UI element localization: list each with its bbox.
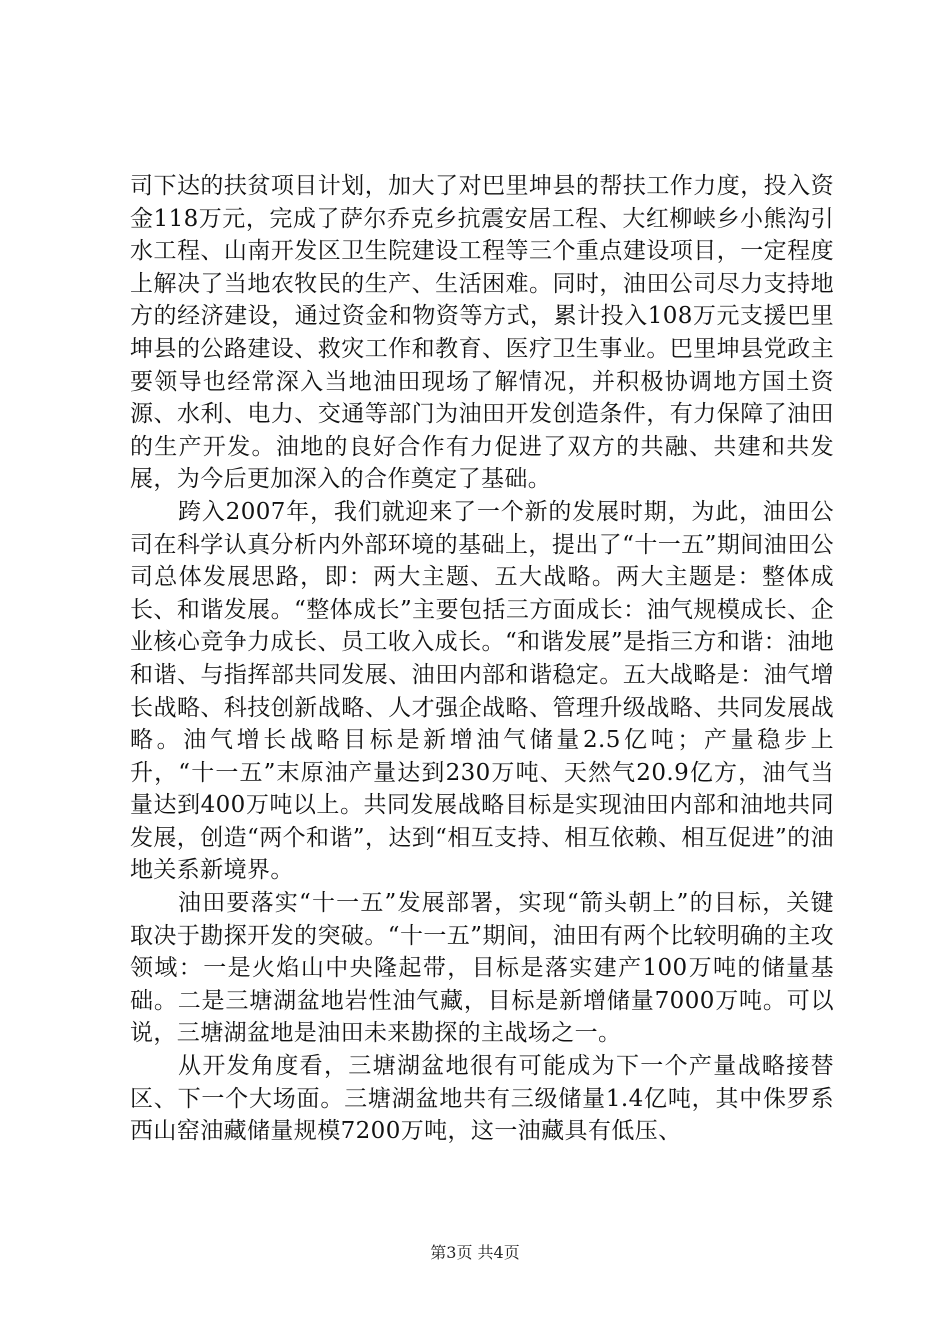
paragraph-2: 跨入2007年，我们就迎来了一个新的发展时期，为此，油田公司在科学认真分析内外部环境的基础上，提出了“十一五”期间油田公司总体发展思路，即：两大主题、五大战略。两大主题是：整体成长、和谐发展。“整体成长”主要包括三方面成长：油气规模成长、企业核心竞争力成长、员工收入成长。“和谐发展”是指三方和谐：油地和谐、与指挥部共同发展、油田内部和谐稳定。五大战略是：油气增长战略、科技创新战略、人才强企战略、管理升级战略、共同发展战略。油气增长战略目标是新增油气储量2.5亿吨；产量稳步上升，“十一五”末原油产量达到230万吨、天然气20.9亿方，油气当量达到400万吨以上。共同发展战略目标是实现油田内部和油地共同发展，创造“两个和谐”，达到“相互支持、相互依赖、相互促进”的油地关系新境界。: [130, 498, 834, 884]
paragraph-4: 从开发角度看，三塘湖盆地很有可能成为下一个产量战略接替区、下一个大场面。三塘湖盆地共有三级储量1.4亿吨，其中侏罗系西山窑油藏储量规模7200万吨，这一油藏具有低压、: [130, 1053, 834, 1145]
paragraph-1: 司下达的扶贫项目计划，加大了对巴里坤县的帮扶工作力度，投入资金118万元，完成了萨尔乔克乡抗震安居工程、大红柳峡乡小熊沟引水工程、山南开发区卫生院建设工程等三个重点建设项目，一定程度上解决了当地农牧民的生产、生活困难。同时，油田公司尽力支持地方的经济建设，通过资金和物资等方式，累计投入108万元支援巴里坤县的公路建设、救灾工作和教育、医疗卫生事业。巴里坤县党政主要领导也经常深入当地油田现场了解情况，并积极协调地方国土资源、水利、电力、交通等部门为油田开发创造条件，有力保障了油田的生产开发。油地的良好合作有力促进了双方的共融、共建和共发展，为今后更加深入的合作奠定了基础。: [130, 173, 834, 493]
document-body: [130, 170, 834, 1148]
page-footer: 第3页 共4页: [430, 1243, 520, 1262]
paragraph-3: 油田要落实“十一五”发展部署，实现“箭头朝上”的目标，关键取决于勘探开发的突破。“十一五”期间，油田有两个比较明确的主攻领域：一是火焰山中央隆起带，目标是落实建产100万吨的储量基础。二是三塘湖盆地岩性油气藏，目标是新增储量7000万吨。可以说，三塘湖盆地是油田未来勘探的主战场之一。: [130, 890, 834, 1047]
